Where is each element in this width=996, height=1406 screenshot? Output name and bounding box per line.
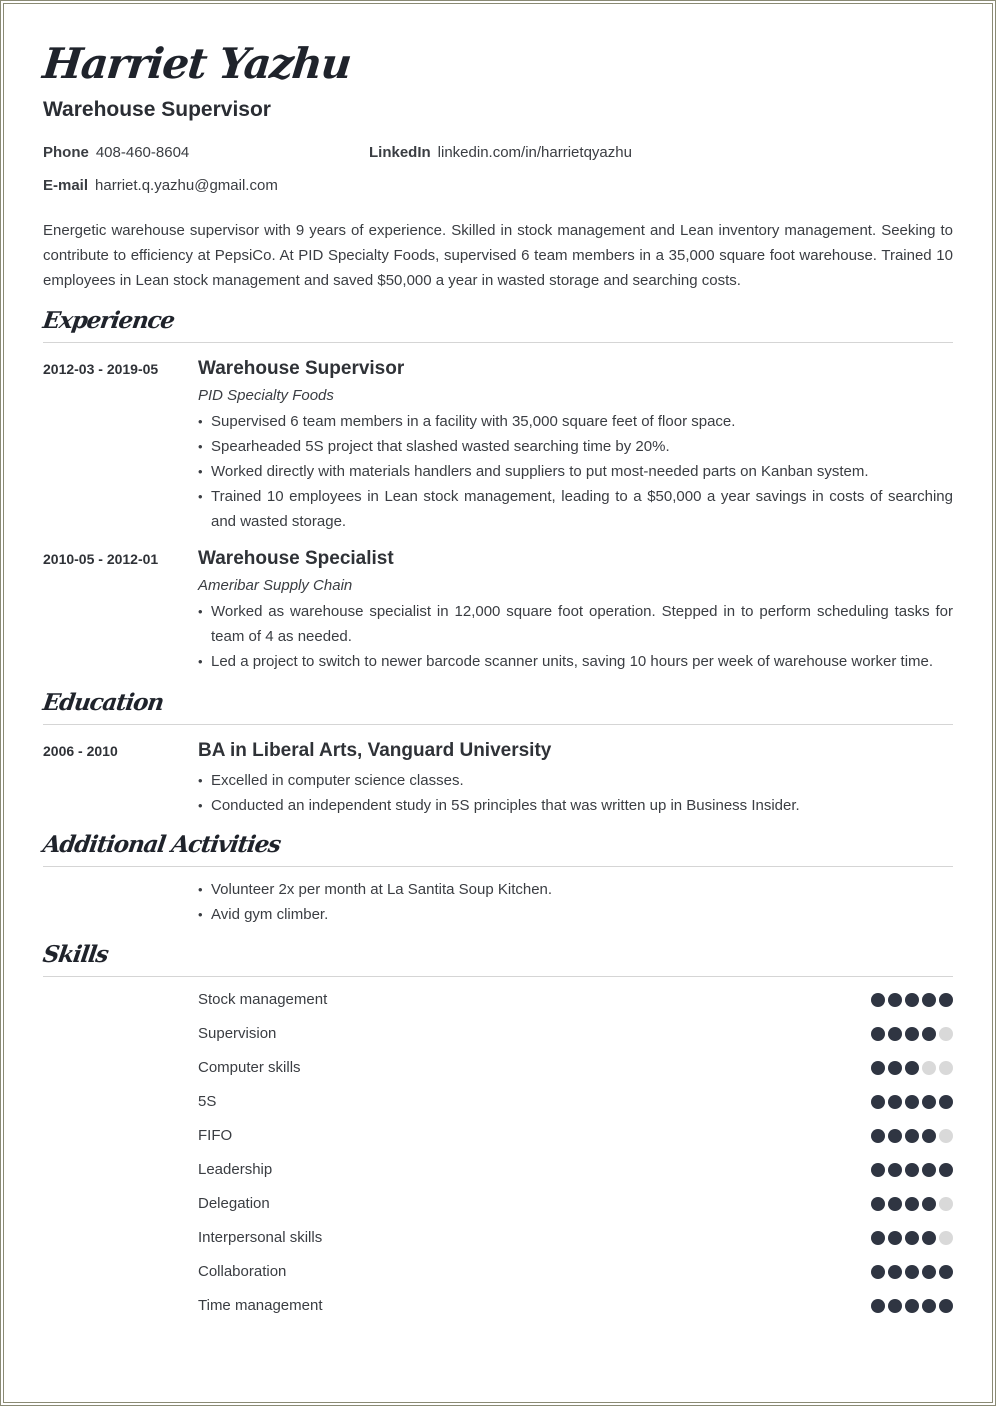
skill-row <box>198 1292 953 1326</box>
skill-rating <box>871 1265 953 1279</box>
section-heading-activities <box>43 830 953 867</box>
skill-row <box>198 1122 953 1156</box>
rating-dot-filled-icon <box>871 993 885 1007</box>
bullet-item: • Trained 10 employees in Lean stock management, leading to a $50,000 a year savings in costs of searching and wasted storage. <box>198 484 953 534</box>
rating-dot-filled-icon <box>871 1095 885 1109</box>
skill-name: Delegation <box>198 1195 270 1212</box>
skill-name: Time management <box>198 1297 323 1314</box>
section-heading-skills <box>43 940 953 977</box>
bullet-item: • Avid gym climber. <box>198 902 953 927</box>
rating-dot-empty-icon <box>939 1231 953 1245</box>
rating-dot-filled-icon <box>871 1061 885 1075</box>
entry-body <box>198 547 953 674</box>
entry-degree: BA in Liberal Arts, Vanguard University <box>198 740 552 761</box>
entry-role: Warehouse Specialist <box>198 548 394 569</box>
rating-dot-filled-icon <box>939 1095 953 1109</box>
rating-dot-filled-icon <box>871 1129 885 1143</box>
section-title: Additional Activities <box>41 831 282 858</box>
rating-dot-filled-icon <box>871 1197 885 1211</box>
section-title: Experience <box>41 307 176 334</box>
bullet-item: • Excelled in computer science classes. <box>198 768 953 793</box>
activities-bullets <box>198 877 953 927</box>
bullet-item: • Supervised 6 team members in a facility with 35,000 square feet of floor space. <box>198 409 953 434</box>
skill-name: 5S <box>198 1093 217 1110</box>
linkedin-link[interactable]: linkedin.com/in/harrietqyazhu <box>437 144 632 161</box>
rating-dot-filled-icon <box>871 1265 885 1279</box>
skill-row <box>198 1156 953 1190</box>
rating-dot-filled-icon <box>888 1163 902 1177</box>
entry-body <box>198 877 953 927</box>
skill-name: Stock management <box>198 991 328 1008</box>
rating-dot-filled-icon <box>922 1027 936 1041</box>
rating-dot-filled-icon <box>922 993 936 1007</box>
rating-dot-filled-icon <box>939 1299 953 1313</box>
entry-body <box>198 357 953 534</box>
skill-name: Computer skills <box>198 1059 301 1076</box>
skill-name: Supervision <box>198 1025 277 1042</box>
skill-row <box>198 1224 953 1258</box>
rating-dot-empty-icon <box>939 1129 953 1143</box>
skills-list <box>198 986 953 1326</box>
profile-summary: Energetic warehouse supervisor with 9 years of experience. Skilled in stock management and Lean inventory management. Seeking to contribute to efficiency at PepsiCo. At PID Specialty Foods, supervised 6 team members in a 35,000 square foot warehouse. Trained 10 employees in Lean stock management and saved $50,000 a year in wasted storage and searching costs. <box>43 222 953 289</box>
phone-value: 408-460-8604 <box>95 144 190 161</box>
rating-dot-filled-icon <box>905 1163 919 1177</box>
entry-dates: 2012-03 - 2019-05 <box>43 361 159 377</box>
rating-dot-filled-icon <box>888 1231 902 1245</box>
skill-rating <box>871 1095 953 1109</box>
rating-dot-filled-icon <box>888 1095 902 1109</box>
skill-row <box>198 1020 953 1054</box>
rating-dot-filled-icon <box>905 1231 919 1245</box>
bullet-item: • Worked directly with materials handlers and suppliers to put most-needed parts on Kanban system. <box>198 459 953 484</box>
entry-bullets <box>198 409 953 534</box>
rating-dot-filled-icon <box>922 1299 936 1313</box>
rating-dot-filled-icon <box>888 1299 902 1313</box>
rating-dot-filled-icon <box>905 1265 919 1279</box>
section-title: Education <box>41 689 165 716</box>
rating-dot-filled-icon <box>922 1197 936 1211</box>
rating-dot-filled-icon <box>922 1265 936 1279</box>
bullet-item: • Worked as warehouse specialist in 12,000 square foot operation. Stepped in to perform scheduling tasks for team of 4 as needed. <box>198 599 953 649</box>
phone-label: Phone <box>43 144 89 161</box>
bullet-item: • Conducted an independent study in 5S principles that was written up in Business Insider. <box>198 793 953 818</box>
skill-row <box>198 986 953 1020</box>
rating-dot-empty-icon <box>939 1027 953 1041</box>
skill-row <box>198 1088 953 1122</box>
email-label: E-mail <box>43 177 89 194</box>
rating-dot-filled-icon <box>888 1027 902 1041</box>
contact-email <box>43 177 278 195</box>
rating-dot-empty-icon <box>922 1061 936 1075</box>
skill-rating <box>871 993 953 1007</box>
bullet-item: • Spearheaded 5S project that slashed wasted searching time by 20%. <box>198 434 953 459</box>
linkedin-label: LinkedIn <box>369 144 431 161</box>
rating-dot-filled-icon <box>922 1231 936 1245</box>
rating-dot-filled-icon <box>905 1027 919 1041</box>
rating-dot-filled-icon <box>888 1197 902 1211</box>
rating-dot-filled-icon <box>905 1061 919 1075</box>
rating-dot-filled-icon <box>922 1129 936 1143</box>
skill-rating <box>871 1061 953 1075</box>
entry-company: PID Specialty Foods <box>198 387 334 404</box>
rating-dot-empty-icon <box>939 1197 953 1211</box>
section-heading-education <box>43 688 953 725</box>
email-link[interactable]: harriet.q.yazhu@gmail.com <box>95 177 278 194</box>
entry-body <box>198 739 953 818</box>
skill-rating <box>871 1027 953 1041</box>
rating-dot-filled-icon <box>905 1197 919 1211</box>
contact-phone <box>43 144 189 162</box>
skill-rating <box>871 1299 953 1313</box>
skill-row <box>198 1054 953 1088</box>
entry-company: Ameribar Supply Chain <box>198 577 353 594</box>
skill-name: Collaboration <box>198 1263 287 1280</box>
rating-dot-filled-icon <box>905 993 919 1007</box>
section-title: Skills <box>41 941 110 968</box>
rating-dot-filled-icon <box>888 1129 902 1143</box>
skill-name: FIFO <box>198 1127 233 1144</box>
rating-dot-filled-icon <box>939 1163 953 1177</box>
rating-dot-filled-icon <box>871 1299 885 1313</box>
bullet-item: • Volunteer 2x per month at La Santita Soup Kitchen. <box>198 877 953 902</box>
rating-dot-filled-icon <box>871 1027 885 1041</box>
rating-dot-filled-icon <box>939 1265 953 1279</box>
rating-dot-filled-icon <box>888 1265 902 1279</box>
entry-dates: 2010-05 - 2012-01 <box>43 551 159 567</box>
rating-dot-empty-icon <box>939 1061 953 1075</box>
job-title: Warehouse Supervisor <box>43 98 271 121</box>
skill-rating <box>871 1197 953 1211</box>
skill-row <box>198 1258 953 1292</box>
section-heading-experience <box>43 306 953 343</box>
skill-name: Leadership <box>198 1161 273 1178</box>
rating-dot-filled-icon <box>888 993 902 1007</box>
rating-dot-filled-icon <box>888 1061 902 1075</box>
entry-bullets <box>198 599 953 674</box>
rating-dot-filled-icon <box>922 1095 936 1109</box>
entry-bullets <box>198 768 953 818</box>
skill-name: Interpersonal skills <box>198 1229 323 1246</box>
rating-dot-filled-icon <box>905 1299 919 1313</box>
contact-linkedin <box>369 144 632 162</box>
skill-rating <box>871 1231 953 1245</box>
rating-dot-filled-icon <box>871 1231 885 1245</box>
skill-rating <box>871 1163 953 1177</box>
entry-dates: 2006 - 2010 <box>43 743 118 759</box>
rating-dot-filled-icon <box>871 1163 885 1177</box>
skill-row <box>198 1190 953 1224</box>
rating-dot-filled-icon <box>922 1163 936 1177</box>
rating-dot-filled-icon <box>939 993 953 1007</box>
candidate-name: Harriet Yazhu <box>40 39 353 88</box>
skill-rating <box>871 1129 953 1143</box>
rating-dot-filled-icon <box>905 1095 919 1109</box>
bullet-item: • Led a project to switch to newer barcode scanner units, saving 10 hours per week of warehouse worker time. <box>198 649 953 674</box>
entry-role: Warehouse Supervisor <box>198 358 405 379</box>
rating-dot-filled-icon <box>905 1129 919 1143</box>
